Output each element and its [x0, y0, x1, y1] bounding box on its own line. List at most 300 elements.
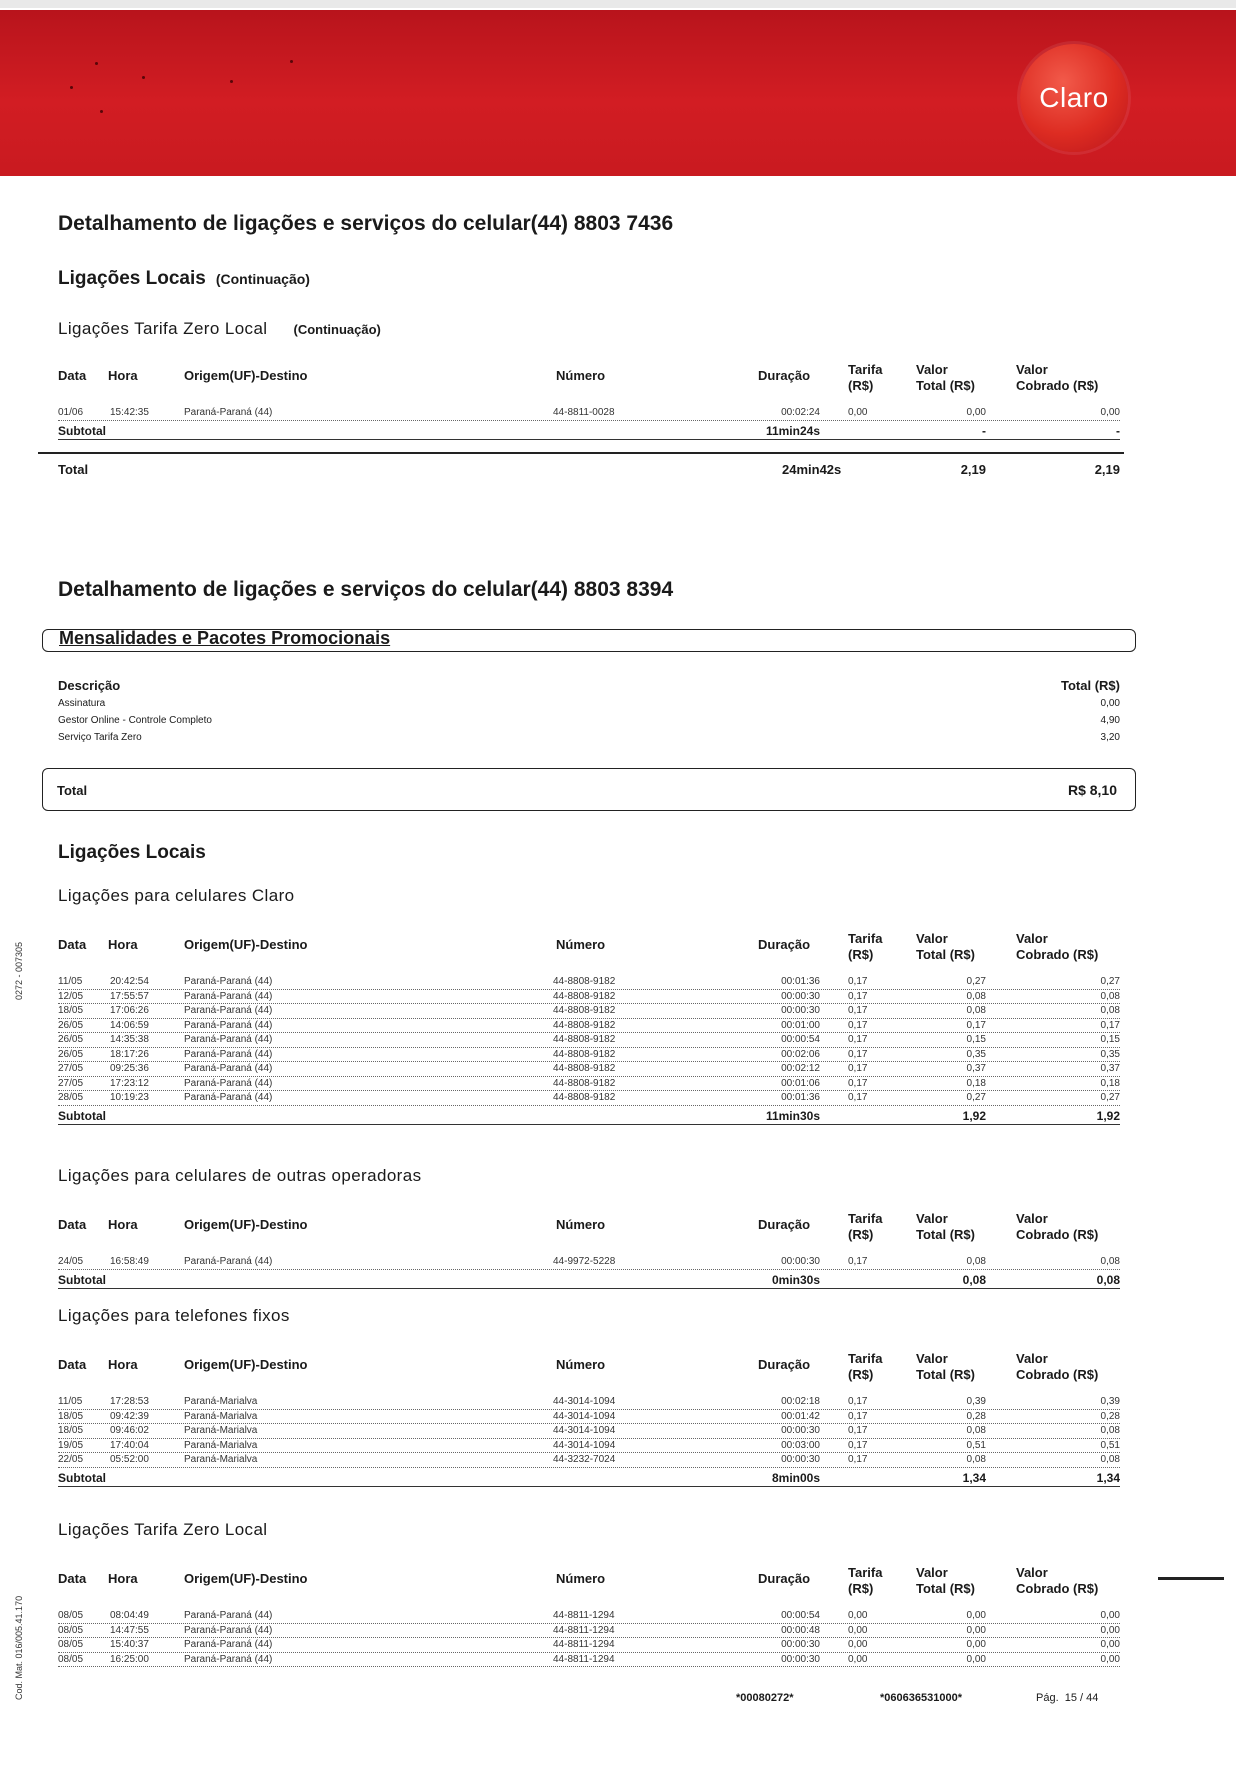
cell-numero: 44-8811-1294 — [553, 1653, 615, 1665]
cell-numero: 44-3232-7024 — [553, 1454, 616, 1465]
header-valor-label: Valor — [916, 1351, 948, 1366]
cell-origem: Paraná-Paraná (44) — [184, 1624, 273, 1636]
subtotal-label: Subtotal — [58, 423, 106, 438]
cell-valor-total: 0,00 — [966, 1653, 986, 1665]
cell-hora: 15:42:35 — [110, 407, 149, 418]
cell-valor-total: 0,37 — [966, 1063, 986, 1074]
header-data: Data — [58, 1217, 87, 1232]
table-row — [58, 1424, 1120, 1439]
cell-hora: 17:40:04 — [110, 1439, 149, 1451]
cell-valor-total: 0,00 — [966, 1624, 986, 1636]
cell-data: 22/05 — [58, 1454, 84, 1465]
cell-hora: 17:28:53 — [110, 1396, 149, 1407]
cell-tarifa: 0,00 — [848, 1653, 868, 1665]
table-row — [58, 1638, 1120, 1653]
cell-duracao: 00:02:06 — [781, 1048, 820, 1060]
subtotal-row — [58, 1106, 1120, 1125]
cell-hora: 17:23:12 — [110, 1077, 149, 1089]
cell-valor-cobrado: 0,08 — [1100, 1256, 1120, 1267]
mensalidade-value: 0,00 — [1100, 698, 1120, 709]
header-valor-label: Valor — [916, 1565, 948, 1580]
total-divider — [38, 452, 1124, 454]
cell-numero: 44-8808-9182 — [553, 990, 616, 1002]
table-row — [58, 406, 1120, 421]
cell-duracao: 00:00:54 — [781, 1034, 820, 1045]
subtotal-valor-total: 1,34 — [962, 1470, 986, 1485]
header-valor-cobrado — [1016, 362, 1098, 394]
header-duracao: Duração — [758, 368, 811, 383]
header-valor-total — [916, 1211, 975, 1243]
section-ligacoes-locais-2: Ligações Locais — [58, 842, 206, 863]
cell-data: 26/05 — [58, 1019, 84, 1031]
header-hora: Hora — [108, 368, 138, 383]
cell-hora: 09:46:02 — [110, 1425, 149, 1436]
cell-tarifa: 0,17 — [848, 990, 868, 1002]
cell-tarifa: 0,17 — [848, 1425, 868, 1436]
cell-numero: 44-9972-5228 — [553, 1256, 616, 1267]
header-tarifa — [848, 1351, 882, 1383]
cell-data: 24/05 — [58, 1256, 84, 1267]
cell-origem: Paraná-Paraná (44) — [184, 1256, 273, 1267]
cell-valor-cobrado: 0,08 — [1100, 1425, 1120, 1436]
cell-duracao: 00:01:00 — [781, 1019, 820, 1031]
header-tarifa — [848, 931, 882, 963]
header-tarifa-unit: (R$) — [848, 1227, 874, 1242]
table-row — [58, 1048, 1120, 1063]
cell-origem: Paraná-Marialva — [184, 1410, 258, 1422]
cell-data: 11/05 — [58, 1396, 83, 1407]
header-duracao: Duração — [758, 1571, 811, 1586]
cell-valor-cobrado: 0,15 — [1100, 1034, 1120, 1045]
cell-data: 19/05 — [58, 1439, 84, 1451]
cell-hora: 17:55:57 — [110, 990, 149, 1002]
header-numero: Número — [556, 1357, 606, 1372]
header-numero: Número — [556, 368, 606, 383]
cell-origem: Paraná-Marialva — [184, 1454, 258, 1465]
cell-data: 12/05 — [58, 990, 84, 1002]
group-title: Ligações Tarifa Zero Local — [58, 1520, 268, 1539]
cell-hora: 16:58:49 — [110, 1256, 149, 1267]
cell-valor-total: 0,28 — [966, 1410, 986, 1422]
cell-numero: 44-8811-1294 — [553, 1610, 615, 1621]
mensalidade-item — [58, 715, 1120, 732]
header-cobrado-label: Cobrado (R$) — [1016, 1367, 1099, 1382]
cell-data: 08/05 — [58, 1639, 84, 1650]
cell-valor-cobrado: 0,00 — [1100, 1624, 1120, 1636]
table-row — [58, 1004, 1120, 1019]
cell-tarifa: 0,00 — [848, 1624, 868, 1636]
header-hora: Hora — [108, 1217, 138, 1232]
cell-origem: Paraná-Paraná (44) — [184, 1092, 273, 1103]
cell-origem: Paraná-Paraná (44) — [184, 1019, 273, 1031]
mensalidade-value: 3,20 — [1100, 732, 1120, 743]
cell-origem: Paraná-Paraná (44) — [184, 1048, 273, 1060]
cell-origem: Paraná-Paraná (44) — [184, 1034, 273, 1045]
header-numero: Número — [556, 1217, 606, 1232]
side-code-bottom: Cod. Mat. 016/005.41.170 — [14, 1595, 24, 1700]
cell-numero: 44-8808-9182 — [553, 1019, 616, 1031]
header-duracao: Duração — [758, 1357, 811, 1372]
cell-tarifa: 0,17 — [848, 1439, 868, 1451]
subtotal-row — [58, 421, 1120, 440]
cell-tarifa: 0,00 — [848, 407, 868, 418]
header-origem: Origem(UF)-Destino — [184, 937, 308, 952]
header-tarifa-label: Tarifa — [848, 1211, 883, 1226]
cell-valor-cobrado: 0,27 — [1100, 976, 1120, 987]
table-row — [58, 1410, 1120, 1425]
header-hora: Hora — [108, 937, 138, 952]
cell-valor-cobrado: 0,00 — [1100, 1610, 1120, 1621]
cell-numero: 44-8808-9182 — [553, 1005, 616, 1016]
table-row — [58, 1033, 1120, 1048]
cell-origem: Paraná-Paraná (44) — [184, 1639, 273, 1650]
table-row — [58, 990, 1120, 1005]
calls-table-p1 — [58, 362, 1120, 440]
cell-tarifa: 0,17 — [848, 1092, 868, 1103]
header-origem: Origem(UF)-Destino — [184, 1357, 308, 1372]
cell-tarifa: 0,17 — [848, 1396, 868, 1407]
cell-numero: 44-8808-9182 — [553, 976, 616, 987]
cell-tarifa: 0,17 — [848, 976, 868, 987]
cell-origem: Paraná-Paraná (44) — [184, 407, 273, 418]
header-origem: Origem(UF)-Destino — [184, 1217, 308, 1232]
page-number: Pág. 15 / 44 — [1036, 1692, 1099, 1704]
cell-origem: Paraná-Paraná (44) — [184, 1653, 273, 1665]
phone-detail-title-2: Detalhamento de ligações e serviços do celular(44) 8803 8394 — [58, 578, 674, 601]
header-valor-cobrado — [1016, 1565, 1098, 1597]
cell-origem: Paraná-Marialva — [184, 1425, 258, 1436]
cell-data: 08/05 — [58, 1653, 84, 1665]
header-valor-cobrado — [1016, 1211, 1098, 1243]
cell-numero: 44-8811-1294 — [553, 1639, 615, 1650]
subtotal-valor-cobrado: 0,08 — [1096, 1272, 1120, 1287]
cell-numero: 44-8808-9182 — [553, 1077, 616, 1089]
cell-data: 01/06 — [58, 407, 84, 418]
header-tarifa-label: Tarifa — [848, 1565, 883, 1580]
table-row — [58, 1077, 1120, 1092]
header-duracao: Duração — [758, 937, 811, 952]
cell-origem: Paraná-Paraná (44) — [184, 1077, 273, 1089]
header-tarifa-label: Tarifa — [848, 362, 883, 377]
cell-valor-total: 0,08 — [966, 1425, 986, 1436]
mensalidade-item — [58, 732, 1120, 749]
header-cobrado-label: Cobrado (R$) — [1016, 378, 1099, 393]
cell-duracao: 00:00:48 — [781, 1624, 820, 1636]
cell-tarifa: 0,17 — [848, 1077, 868, 1089]
cell-valor-cobrado: 0,18 — [1100, 1077, 1120, 1089]
header-valor-label: Valor — [1016, 931, 1048, 946]
cell-origem: Paraná-Paraná (44) — [184, 1005, 273, 1016]
header-total-label: Total (R$) — [916, 378, 975, 393]
cell-data: 08/05 — [58, 1624, 84, 1636]
cell-valor-cobrado: 0,39 — [1100, 1396, 1120, 1407]
cell-hora: 05:52:00 — [110, 1454, 149, 1465]
header-total-label: Total (R$) — [916, 1581, 975, 1596]
subtotal-duracao: 11min24s — [765, 423, 820, 438]
cell-tarifa: 0,17 — [848, 1048, 868, 1060]
cell-hora: 20:42:54 — [110, 976, 149, 987]
cell-valor-total: 0,39 — [966, 1396, 986, 1407]
cell-data: 08/05 — [58, 1610, 84, 1621]
header-valor-total — [916, 931, 975, 963]
cell-hora: 17:06:26 — [110, 1005, 149, 1016]
header-tarifa-unit: (R$) — [848, 1367, 874, 1382]
mensalidades-list: Descrição Total (R$) Assinatura 0,00 Gestor Online - Controle Completo 4,90 Serviço Tarifa Zero 3,20 — [58, 678, 1120, 749]
cell-duracao: 00:00:30 — [781, 1639, 820, 1650]
cell-valor-total: 0,35 — [966, 1048, 986, 1060]
header-total-label: Total (R$) — [916, 1367, 975, 1382]
table-row — [58, 1255, 1120, 1270]
table-row — [58, 1439, 1120, 1454]
table-row — [58, 1624, 1120, 1639]
barcode-text-1: *00080272* — [736, 1692, 794, 1704]
cell-valor-total: 0,08 — [966, 1005, 986, 1016]
header-valor-total — [916, 1351, 975, 1383]
header-origem: Origem(UF)-Destino — [184, 1571, 308, 1586]
header-data: Data — [58, 1357, 87, 1372]
subtotal-duracao: 8min00s — [771, 1470, 820, 1485]
header-valor-label: Valor — [1016, 1211, 1048, 1226]
cell-valor-total: 0,08 — [966, 990, 986, 1002]
header-tarifa-unit: (R$) — [848, 378, 874, 393]
cell-duracao: 00:00:30 — [781, 1005, 820, 1016]
cell-valor-total: 0,08 — [966, 1454, 986, 1465]
cell-numero: 44-8808-9182 — [553, 1034, 616, 1045]
header-tarifa-unit: (R$) — [848, 1581, 874, 1596]
cell-duracao: 00:03:00 — [781, 1439, 820, 1451]
side-code-top: 0272 - 007305 — [14, 941, 24, 1000]
header-tarifa-label: Tarifa — [848, 1351, 883, 1366]
cell-valor-total: 0,27 — [966, 1092, 986, 1103]
section-ligacoes-locais-1: Ligações Locais (Continuação) — [58, 268, 310, 289]
cell-valor-cobrado: 0,08 — [1100, 1005, 1120, 1016]
cell-duracao: 00:00:30 — [781, 1454, 820, 1465]
cell-data: 27/05 — [58, 1063, 84, 1074]
table-header — [58, 1211, 1120, 1255]
header-hora: Hora — [108, 1571, 138, 1586]
cell-tarifa: 0,17 — [848, 1019, 868, 1031]
header-cobrado-label: Cobrado (R$) — [1016, 1581, 1099, 1596]
calls-table — [58, 1565, 1120, 1667]
header-valor-label: Valor — [1016, 362, 1048, 377]
cell-numero: 44-8811-1294 — [553, 1624, 615, 1636]
calls-table — [58, 1351, 1120, 1487]
header-data: Data — [58, 937, 87, 952]
header-valor-label: Valor — [916, 931, 948, 946]
cell-tarifa: 0,17 — [848, 1256, 868, 1267]
header-valor-label: Valor — [916, 362, 948, 377]
calls-table — [58, 1211, 1120, 1289]
group-title: Ligações para celulares de outras operadoras — [58, 1166, 422, 1185]
cell-numero: 44-3014-1094 — [553, 1396, 616, 1407]
cell-data: 26/05 — [58, 1034, 84, 1045]
table-row — [58, 1019, 1120, 1034]
cell-origem: Paraná-Marialva — [184, 1439, 258, 1451]
cell-data: 26/05 — [58, 1048, 84, 1060]
header-valor-cobrado — [1016, 1351, 1098, 1383]
cell-data: 18/05 — [58, 1410, 84, 1422]
cell-valor-cobrado: 0,28 — [1100, 1410, 1120, 1422]
mensalidade-item — [58, 698, 1120, 715]
mensalidade-value: 4,90 — [1100, 715, 1120, 726]
cell-data: 27/05 — [58, 1077, 84, 1089]
table-row — [58, 1653, 1120, 1668]
cell-hora: 15:40:37 — [110, 1639, 149, 1650]
cell-valor-total: 0,51 — [966, 1439, 986, 1451]
header-origem: Origem(UF)-Destino — [184, 368, 308, 383]
cell-origem: Paraná-Paraná (44) — [184, 976, 273, 987]
cell-hora: 10:19:23 — [110, 1092, 149, 1103]
cell-duracao: 00:00:30 — [781, 1653, 820, 1665]
cell-duracao: 00:01:36 — [781, 1092, 820, 1103]
cell-tarifa: 0,17 — [848, 1034, 868, 1045]
cell-duracao: 00:01:36 — [781, 976, 820, 987]
cell-valor-total: 0,17 — [966, 1019, 986, 1031]
mensalidade-name: Serviço Tarifa Zero — [58, 732, 142, 743]
table-row — [58, 1609, 1120, 1624]
subtotal-valor-total: 0,08 — [962, 1272, 986, 1287]
cell-duracao: 00:01:06 — [781, 1077, 820, 1089]
cell-numero: 44-8808-9182 — [553, 1048, 616, 1060]
cell-hora: 09:25:36 — [110, 1063, 149, 1074]
header-tarifa-label: Tarifa — [848, 931, 883, 946]
cell-duracao: 00:00:54 — [781, 1610, 820, 1621]
cell-valor-cobrado: 0,35 — [1100, 1048, 1120, 1060]
table-row — [58, 975, 1120, 990]
subsection-tarifa-zero-1: Ligações Tarifa Zero Local (Continuação) — [58, 319, 381, 338]
cell-valor-total: 0,00 — [966, 1610, 986, 1621]
subtotal-valor-cobrado: 1,92 — [1096, 1108, 1120, 1123]
cell-data: 18/05 — [58, 1005, 84, 1016]
cell-valor-total: 0,00 — [966, 1639, 986, 1650]
cell-valor-cobrado: 0,08 — [1100, 1454, 1120, 1465]
cell-origem: Paraná-Paraná (44) — [184, 1610, 273, 1621]
subtotal-duracao: 11min30s — [765, 1108, 820, 1123]
header-valor-label: Valor — [1016, 1565, 1048, 1580]
header-banner — [0, 10, 1236, 176]
top-edge — [0, 0, 1236, 8]
header-valor-total — [916, 1565, 975, 1597]
header-valor-label: Valor — [1016, 1351, 1048, 1366]
cell-tarifa: 0,17 — [848, 1063, 868, 1074]
cell-hora: 08:04:49 — [110, 1610, 149, 1621]
header-numero: Número — [556, 1571, 606, 1586]
table-header — [58, 1565, 1120, 1609]
subtotal-valor-total: 1,92 — [962, 1108, 986, 1123]
cell-hora: 14:47:55 — [110, 1624, 149, 1636]
cell-duracao: 00:01:42 — [781, 1410, 820, 1422]
cell-numero: 44-8808-9182 — [553, 1063, 616, 1074]
header-data: Data — [58, 368, 87, 383]
group-title: Ligações para telefones fixos — [58, 1306, 290, 1325]
cell-tarifa: 0,00 — [848, 1639, 868, 1650]
header-valor-cobrado — [1016, 931, 1098, 963]
header-duracao: Duração — [758, 1217, 811, 1232]
cell-origem: Paraná-Paraná (44) — [184, 1063, 273, 1074]
header-valor-total — [916, 362, 975, 394]
cell-valor-cobrado: 0,37 — [1100, 1063, 1120, 1074]
header-tarifa — [848, 1211, 882, 1243]
cell-tarifa: 0,17 — [848, 1454, 868, 1465]
cell-data: 18/05 — [58, 1425, 84, 1436]
cell-data: 28/05 — [58, 1092, 84, 1103]
header-valor-label: Valor — [916, 1211, 948, 1226]
subtotal-row — [58, 1468, 1120, 1487]
cell-tarifa: 0,00 — [848, 1610, 868, 1621]
subtotal-label: Subtotal — [58, 1470, 106, 1485]
table-row — [58, 1062, 1120, 1077]
cell-hora: 18:17:26 — [110, 1048, 149, 1060]
header-cobrado-label: Cobrado (R$) — [1016, 947, 1099, 962]
cell-numero: 44-3014-1094 — [553, 1410, 616, 1422]
cell-valor-cobrado: 0,51 — [1100, 1439, 1120, 1451]
cell-tarifa: 0,17 — [848, 1410, 868, 1422]
header-data: Data — [58, 1571, 87, 1586]
cell-duracao: 00:00:30 — [781, 1256, 820, 1267]
subtotal-label: Subtotal — [58, 1272, 106, 1287]
subtotal-row — [58, 1270, 1120, 1289]
cell-valor-cobrado: 0,27 — [1100, 1092, 1120, 1103]
barcode-text-2: *060636531000* — [880, 1692, 962, 1704]
header-tarifa — [848, 362, 882, 394]
cell-valor-cobrado: 0,17 — [1100, 1019, 1120, 1031]
table-header — [58, 362, 1120, 406]
cell-duracao: 00:02:18 — [781, 1396, 820, 1407]
table-row — [58, 1395, 1120, 1410]
cell-hora: 14:06:59 — [110, 1019, 149, 1031]
cell-hora: 14:35:38 — [110, 1034, 149, 1045]
subtotal-valor-cobrado: - — [1116, 423, 1120, 438]
mensalidades-header-box: Mensalidades e Pacotes Promocionais — [42, 629, 1136, 652]
header-cobrado-label: Cobrado (R$) — [1016, 1227, 1099, 1242]
cell-duracao: 00:02:12 — [781, 1063, 820, 1074]
cell-valor-total: 0,08 — [966, 1256, 986, 1267]
cell-valor-total: 0,15 — [966, 1034, 986, 1045]
cell-origem: Paraná-Paraná (44) — [184, 990, 273, 1002]
cell-hora: 16:25:00 — [110, 1653, 149, 1665]
header-tarifa — [848, 1565, 882, 1597]
phone-detail-title-1: Detalhamento de ligações e serviços do celular(44) 8803 7436 — [58, 212, 674, 235]
cell-numero: 44-3014-1094 — [553, 1439, 616, 1451]
table-row — [58, 1091, 1120, 1106]
cell-numero: 44-3014-1094 — [553, 1425, 616, 1436]
mensalidade-name: Assinatura — [58, 698, 106, 709]
cell-valor-cobrado: 0,00 — [1100, 1653, 1120, 1665]
header-numero: Número — [556, 937, 606, 952]
header-total-label: Total (R$) — [916, 1227, 975, 1242]
mensalidades-total-box: Total R$ 8,10 — [42, 768, 1136, 811]
cell-tarifa: 0,17 — [848, 1005, 868, 1016]
mensalidade-name: Gestor Online - Controle Completo — [58, 715, 212, 726]
table-header — [58, 1351, 1120, 1395]
table-row — [58, 1453, 1120, 1468]
cell-numero: 44-8808-9182 — [553, 1092, 616, 1103]
cell-valor-total: 0,00 — [966, 407, 986, 418]
calls-table — [58, 931, 1120, 1125]
cell-numero: 44-8811-0028 — [553, 407, 615, 418]
cell-valor-total: 0,18 — [966, 1077, 986, 1089]
margin-mark — [1158, 1577, 1224, 1580]
cell-valor-cobrado: 0,00 — [1100, 407, 1120, 418]
cell-duracao: 00:00:30 — [781, 1425, 820, 1436]
group-title: Ligações para celulares Claro — [58, 886, 295, 905]
header-total-label: Total (R$) — [916, 947, 975, 962]
cell-valor-total: 0,27 — [966, 976, 986, 987]
subtotal-duracao: 0min30s — [771, 1272, 820, 1287]
header-tarifa-unit: (R$) — [848, 947, 874, 962]
subtotal-valor-cobrado: 1,34 — [1096, 1470, 1120, 1485]
cell-duracao: 00:02:24 — [781, 407, 820, 418]
